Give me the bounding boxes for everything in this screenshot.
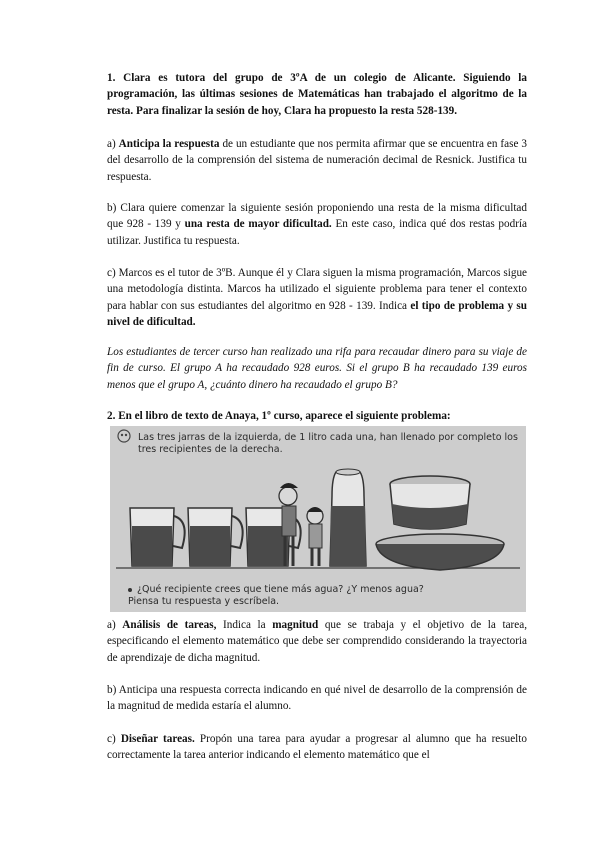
q2a-prefix: a) bbox=[107, 619, 123, 631]
q2a-bold-1: Análisis de tareas, bbox=[122, 619, 217, 631]
q1a-bold: Anticipa la respuesta bbox=[118, 138, 220, 150]
pot-icon bbox=[390, 476, 470, 529]
q1b-prefix: b) Clara quiere comenzar la siguiente sesión proponiendo una resta de la misma dificultad que 928 - 139 y bbox=[107, 202, 527, 231]
q1b-rest: En este caso, indica qué dos restas podría utilizar. Justifica tu respuesta. bbox=[107, 218, 527, 247]
figure-question-label: ¿Qué recipiente crees que tiene más agua? ¿Y menos agua? Piensa tu respuesta y escríbela. bbox=[128, 584, 424, 607]
tall-vase-icon bbox=[330, 469, 366, 566]
question-1c bbox=[107, 265, 527, 330]
q1c-bold: el tipo de problema y su nivel de dificultad. bbox=[107, 299, 527, 328]
q2a-rest: que se trabaja y el objetivo de la tarea, especificando el elemento matemático que debe ser comprendido considerando la trayectoria de aprendizaje de dicha magnitud. bbox=[107, 619, 527, 664]
question-2c bbox=[107, 731, 527, 764]
question-1a bbox=[107, 136, 527, 185]
q2a-mid: Indica la bbox=[216, 619, 273, 631]
question-2a bbox=[107, 617, 527, 666]
figure-top-text: Las tres jarras de la izquierda, de 1 litro cada una, han llenado por completo los tres recipientes de la derecha. bbox=[138, 432, 518, 455]
q1c-prefix: c) Marcos es el tutor de 3ºB. Aunque él y Clara siguen la misma programación, Marcos sigue una metodología distinta. Marcos ha utilizado el siguiente problema para tener el contexto para hablar con sus estudiantes del algoritmo en 928 - 139. Indica bbox=[107, 267, 527, 312]
question-1-statement: 1. Clara es tutora del grupo de 3ºA de un colegio de Alicante. Siguiendo la programación, las últimas sesiones de Matemáticas han trabajado el algoritmo de la resta. Para finalizar la sesión de hoy, Clara ha propuesto la resta 528-139. bbox=[107, 72, 527, 117]
textbook-figure bbox=[110, 426, 526, 612]
bullet-icon bbox=[128, 588, 132, 592]
q2c-bold: Diseñar tareas. bbox=[120, 733, 195, 745]
q2c-prefix: c) bbox=[107, 733, 121, 745]
q2a-bold-2: magnitud bbox=[272, 619, 319, 631]
q1a-rest: de un estudiante que nos permita afirmar que se encuentra en fase 3 del desarrollo de la comprensión del sistema de numeración decimal de Resnick. Justifica tu respuesta. bbox=[107, 138, 527, 183]
question-2-statement: 2. En el libro de texto de Anaya, 1º curso, aparece el siguiente problema: bbox=[107, 410, 451, 422]
word-problem: Los estudiantes de tercer curso han realizado una rifa para recaudar dinero para su viaje de fin de curso. El grupo A ha recaudado 928 euros. Si el grupo B ha recaudado 139 euros menos que el grupo A, ¿cuánto dinero ha recaudado el grupo B? bbox=[107, 346, 527, 391]
q2c-rest: Propón una tarea para ayudar a progresar al alumno que ha resuelto correctamente la tarea anterior indicando el elemento matemático que el bbox=[107, 733, 527, 762]
question-1b bbox=[107, 200, 527, 249]
q1a-prefix: a) bbox=[107, 138, 119, 150]
figure-question-text bbox=[128, 584, 428, 608]
q1b-bold: una resta de mayor dificultad. bbox=[184, 218, 332, 231]
question-2b: b) Anticipa una respuesta correcta indicando en qué nivel de desarrollo de la comprensión de la magnitud de medida estaría el alumno. bbox=[107, 684, 527, 713]
